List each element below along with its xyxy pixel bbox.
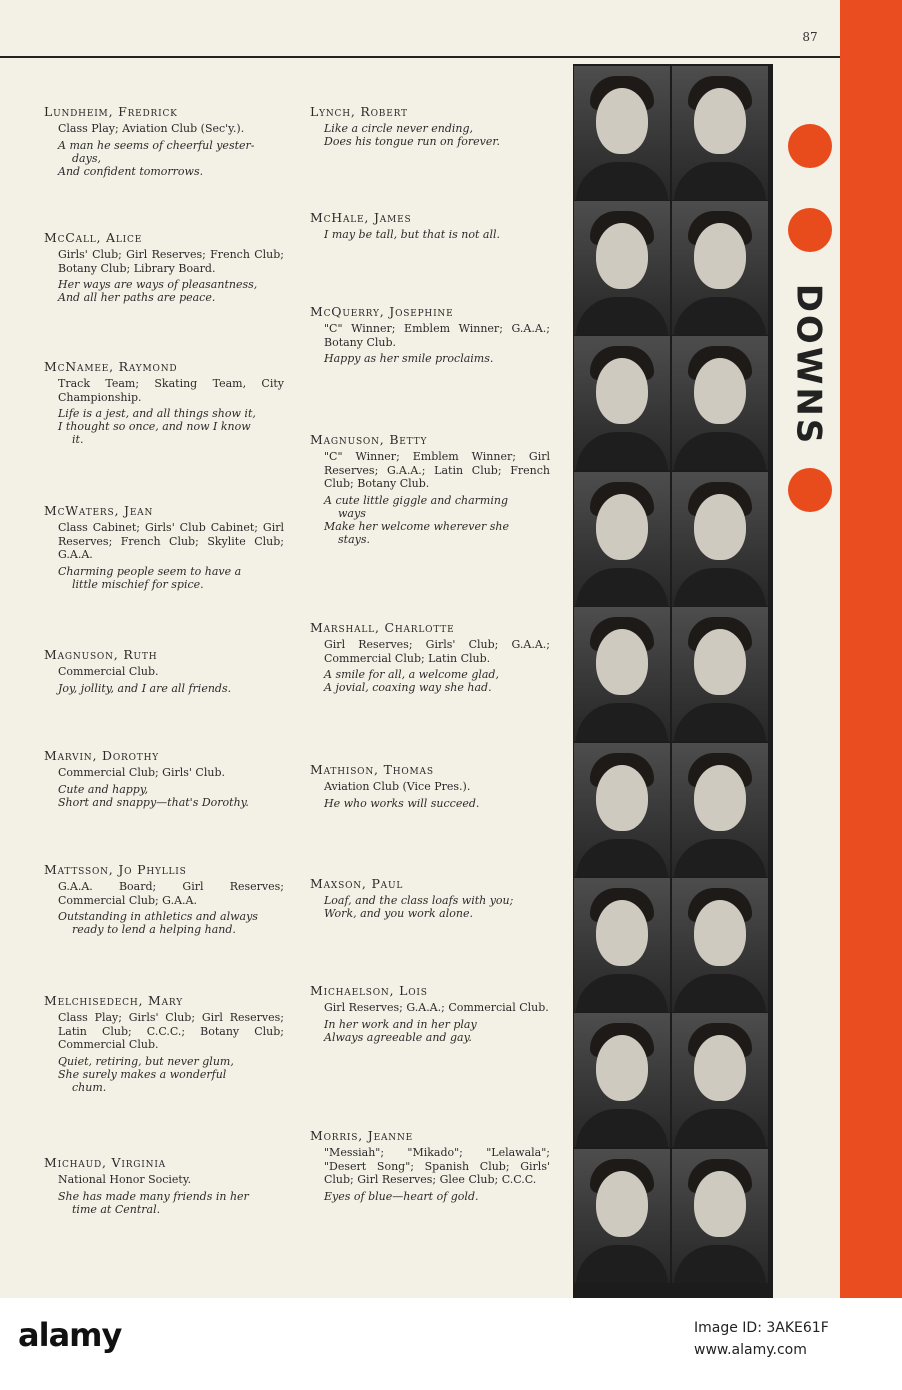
student-entry [44,862,284,936]
quote-line: She surely makes a wonderful [58,1067,227,1081]
quote-line: A man he seems of cheerful yester- [58,138,255,152]
student-quote [58,565,284,591]
student-name: Marshall, Charlotte [310,620,455,635]
quote-line: And all her paths are peace. [58,291,216,304]
quote-line: little mischief for spice. [72,577,204,591]
student-quote [324,668,550,694]
quote-line: A jovial, coaxing way she had. [324,681,492,694]
student-activities: Class Play; Aviation Club (Sec'y.). [58,122,245,135]
student-entry [44,359,284,446]
portrait-photo [672,1149,768,1283]
quote-line: Like a circle never ending, [324,122,474,135]
portrait-photo [574,607,670,741]
student-quote [324,1190,550,1203]
decorative-dot [788,208,832,252]
portrait-photo [574,1149,670,1283]
portrait-photo [672,607,768,741]
student-name: Mattsson, Jo Phyllis [44,862,187,877]
quote-line: I may be tall, but that is not all. [324,228,500,241]
quote-line: Always agreeable and gay. [324,1030,472,1044]
quote-line: Eyes of blue—heart of gold. [324,1189,479,1203]
stock-footer [0,1298,902,1390]
portrait-photo [574,743,670,877]
student-activities: Commercial Club; Girls' Club. [58,766,225,779]
portrait-photo [672,66,768,200]
quote-line: Charming people seem to have a [58,564,242,578]
student-name: Mathison, Thomas [310,762,434,777]
portrait-photo [574,201,670,335]
quote-line: I thought so once, and now I know [58,420,251,433]
alamy-logo: alamy [18,1316,122,1354]
student-entry [44,104,284,178]
student-entry [310,762,550,810]
quote-line: Loaf, and the class loafs with you; [324,894,514,907]
quote-line: She has made many friends in her [58,1189,249,1203]
student-name: Maxson, Paul [310,876,404,891]
quote-line: it. [72,433,84,446]
quote-line: chum. [72,1080,107,1094]
student-activities: Girls' Club; Girl Reserves; French Club; Botany Club; Library Board. [58,248,284,275]
student-entry [44,503,284,591]
student-quote [58,682,284,695]
student-quote [324,797,550,810]
portrait-photo [672,743,768,877]
quote-line: Joy, jollity, and I are all friends. [58,681,232,695]
student-activities: "Messiah"; "Mikado"; "Lelawala"; "Desert Song"; Spanish Club; Girls' Club; Girl Reserves; Glee Club; C.C.C. [324,1146,550,1186]
quote-line: A smile for all, a welcome glad, [324,668,499,681]
portrait-photo [574,66,670,200]
student-name: Morris, Jeanne [310,1128,413,1143]
quote-line: ways [338,506,366,520]
student-name: McNamee, Raymond [44,359,178,374]
student-activities: Aviation Club (Vice Pres.). [324,780,471,793]
student-activities: Girl Reserves; G.A.A.; Commercial Club. [324,1001,549,1014]
student-quote [58,783,284,809]
site-url: www.alamy.com [694,1342,807,1358]
student-quote [324,1018,550,1044]
student-entry [310,620,550,694]
decorative-dot [788,124,832,168]
student-quote [58,278,284,304]
student-activities: Commercial Club. [58,665,159,678]
student-quote [58,1055,284,1094]
portrait-photo [672,472,768,606]
section-label [768,280,848,450]
student-entry [310,432,550,546]
student-activities: Girl Reserves; Girls' Club; G.A.A.; Commercial Club; Latin Club. [324,638,550,665]
student-entry [44,647,284,695]
quote-line: Cute and happy, [58,782,149,796]
quote-line: stays. [338,532,370,546]
decorative-dot [788,468,832,512]
portrait-grid [573,64,773,1298]
student-name: Marvin, Dorothy [44,748,159,763]
student-name: Melchisedech, Mary [44,993,183,1008]
student-name: Lynch, Robert [310,104,408,119]
student-quote [324,122,550,148]
quote-line: ready to lend a helping hand. [72,923,236,936]
student-activities: Track Team; Skating Team, City Championship. [58,377,284,404]
student-quote [324,494,550,546]
quote-line: Quiet, retiring, but never glum, [58,1054,234,1068]
student-activities: "C" Winner; Emblem Winner; Girl Reserves; G.A.A.; Latin Club; French Club; Botany Club. [324,450,550,490]
student-activities: National Honor Society. [58,1173,192,1186]
student-entry [44,748,284,809]
quote-line: Happy as her smile proclaims. [324,352,494,365]
student-name: McQuerry, Josephine [310,304,454,319]
portrait-photo [672,878,768,1012]
student-quote [58,139,284,178]
portrait-photo [672,336,768,470]
student-activities: Class Play; Girls' Club; Girl Reserves; Latin Club; C.C.C.; Botany Club; Commercial Club. [58,1011,284,1051]
student-quote [58,407,284,446]
student-quote [58,1190,284,1216]
quote-line: He who works will succeed. [324,796,480,810]
student-quote [324,352,550,365]
quote-line: time at Central. [72,1202,161,1216]
quote-line: Life is a jest, and all things show it, [58,407,256,420]
portrait-photo [574,336,670,470]
student-entry [44,230,284,304]
student-entry [310,210,550,241]
student-name: Michaelson, Lois [310,983,428,998]
student-name: McWaters, Jean [44,503,154,518]
portrait-photo [574,472,670,606]
student-activities: G.A.A. Board; Girl Reserves; Commercial Club; G.A.A. [58,880,284,907]
section-label-text: DOWNS [788,283,829,447]
accent-stripe [840,0,902,1298]
portrait-photo [672,1013,768,1147]
image-id: Image ID: 3AKE61F [694,1320,829,1336]
student-entry [44,993,284,1094]
student-activities: "C" Winner; Emblem Winner; G.A.A.; Botany Club. [324,322,550,349]
quote-line: Outstanding in athletics and always [58,910,258,923]
student-entry [44,1155,284,1216]
student-entry [310,983,550,1044]
quote-line: Short and snappy—that's Dorothy. [58,795,249,809]
quote-line: Her ways are ways of pleasantness, [58,278,258,291]
student-name: Magnuson, Betty [310,432,428,447]
portrait-photo [574,878,670,1012]
student-entry [310,876,550,920]
student-activities: Class Cabinet; Girls' Club Cabinet; Girl Reserves; French Club; Skylite Club; G.A.A. [58,521,284,561]
student-name: McHale, James [310,210,412,225]
student-name: McCall, Alice [44,230,143,245]
student-name: Lundheim, Fredrick [44,104,178,119]
quote-line: And confident tomorrows. [58,164,204,178]
quote-line: Work, and you work alone. [324,907,473,920]
student-quote [324,894,550,920]
student-quote [324,228,550,241]
student-quote [58,910,284,936]
quote-line: In her work and in her play [324,1017,477,1031]
student-name: Magnuson, Ruth [44,647,158,662]
student-entry [310,304,550,365]
student-entry [310,1128,550,1203]
quote-line: Does his tongue run on forever. [324,135,500,148]
student-entry [310,104,550,148]
quote-line: A cute little giggle and charming [324,493,508,507]
portrait-photo [574,1013,670,1147]
header-rule [0,56,840,58]
quote-line: Make her welcome wherever she [324,519,510,533]
student-name: Michaud, Virginia [44,1155,166,1170]
portrait-photo [672,201,768,335]
page-number: 87 [802,30,818,44]
quote-line: days, [72,151,101,165]
